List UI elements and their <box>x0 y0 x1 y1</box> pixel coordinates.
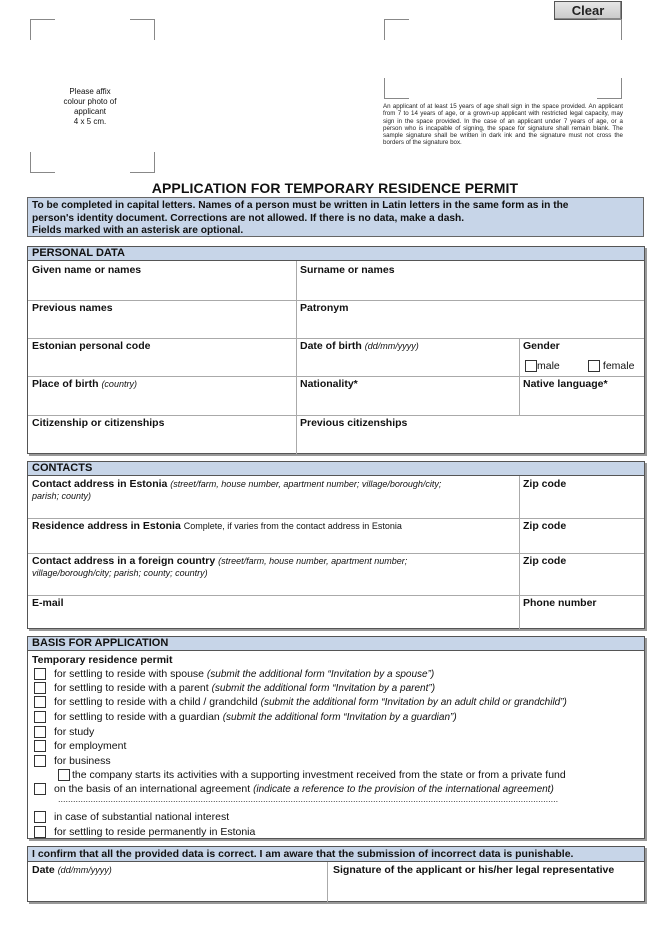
field-label: Zip code <box>523 520 567 532</box>
photo-note-line: colour photo of <box>63 97 117 106</box>
field-label: Citizenship or citizenships <box>32 417 165 429</box>
email-field[interactable] <box>28 595 519 629</box>
option-note: (submit the additional form “Invitation by a parent”) <box>211 683 436 694</box>
option-label: for settling to reside with a parent <box>54 682 209 694</box>
date-field[interactable] <box>28 862 327 902</box>
field-label: Contact address in Estonia <box>32 478 168 490</box>
instructions-box <box>27 197 644 237</box>
basis-option-child[interactable] <box>34 695 567 709</box>
field-hint: (street/farm, house number, apartment number; <box>218 556 408 566</box>
option-checkbox[interactable] <box>34 755 46 767</box>
temporary-residence-subheading: Temporary residence permit <box>32 654 173 666</box>
basis-option-national-interest[interactable] <box>34 810 229 824</box>
form-title: APPLICATION FOR TEMPORARY RESIDENCE PERMIT <box>151 180 519 196</box>
instruction-line: Fields marked with an asterisk are optional. <box>32 225 244 236</box>
basis-option-parent[interactable] <box>34 681 435 695</box>
field-label: Surname or names <box>300 264 395 276</box>
signature-crop-mark <box>384 78 409 99</box>
option-label: for study <box>54 726 95 738</box>
field-label: Contact address in a foreign country <box>32 555 216 567</box>
option-label: for settling to reside with spouse <box>54 668 204 680</box>
citizenship-field[interactable] <box>28 415 296 453</box>
option-checkbox[interactable] <box>34 740 46 752</box>
field-label: Date of birth <box>300 340 362 352</box>
field-label: Date <box>32 864 55 876</box>
option-label: for employment <box>54 740 127 752</box>
basis-section <box>27 636 645 839</box>
female-checkbox[interactable] <box>588 360 600 372</box>
field-label: Patronym <box>300 302 349 314</box>
option-label: in case of substantial national interest <box>54 811 230 823</box>
male-checkbox[interactable] <box>525 360 537 372</box>
section-heading: PERSONAL DATA <box>28 247 644 261</box>
instruction-line: To be completed in capital letters. Names of a person must be written in Latin letters in the same form as in the <box>32 200 569 211</box>
signature-field[interactable] <box>327 862 644 902</box>
option-checkbox[interactable] <box>34 696 46 708</box>
option-label: for settling to reside with a guardian <box>54 711 220 723</box>
native-language-field[interactable] <box>519 376 644 415</box>
personal-data-section <box>27 246 645 454</box>
basis-option-spouse[interactable] <box>34 667 434 681</box>
field-hint: village/borough/city; parish; county; country) <box>32 568 208 578</box>
photo-note-line: applicant <box>73 107 107 116</box>
field-label: Signature of the applicant or his/her legal representative <box>333 864 615 876</box>
phone-number-field[interactable] <box>519 595 644 629</box>
residence-address-field[interactable] <box>28 518 519 553</box>
field-label: Phone number <box>523 597 597 609</box>
field-label: Nationality* <box>300 378 358 390</box>
field-hint: (country) <box>101 379 137 389</box>
male-label: male <box>537 360 560 372</box>
option-checkbox[interactable] <box>34 826 46 838</box>
field-hint: Complete, if varies from the contact address in Estonia <box>183 521 402 531</box>
zip-code-field[interactable] <box>519 476 644 518</box>
field-hint: parish; county) <box>32 491 92 501</box>
basis-option-guardian[interactable] <box>34 710 457 724</box>
option-checkbox[interactable] <box>34 783 46 795</box>
field-hint: (dd/mm/yyyy) <box>57 865 112 875</box>
field-label: Gender <box>523 340 560 352</box>
basis-option-employment[interactable] <box>34 739 126 753</box>
section-heading: BASIS FOR APPLICATION <box>28 637 644 651</box>
previous-citizenships-field[interactable] <box>296 415 644 453</box>
field-label: Zip code <box>523 478 567 490</box>
basis-option-study[interactable] <box>34 725 94 739</box>
photo-crop-mark <box>30 152 55 173</box>
given-name-field[interactable] <box>28 262 296 300</box>
option-checkbox[interactable] <box>58 769 70 781</box>
option-checkbox[interactable] <box>34 726 46 738</box>
option-note: (submit the additional form “Invitation by an adult child or grandchild”) <box>260 697 567 708</box>
instruction-line: person's identity document. Corrections are not allowed. If there is no data, make a dash. <box>32 212 465 224</box>
agreement-reference-line[interactable]: ........................................................................................................................................................................................................ <box>58 794 559 804</box>
option-note: (submit the additional form “Invitation by a spouse”) <box>206 669 435 680</box>
photo-note-line: 4 x 5 cm. <box>73 117 107 126</box>
field-hint: (dd/mm/yyyy) <box>364 341 419 351</box>
basis-option-business[interactable] <box>34 754 111 768</box>
contact-address-estonia-field[interactable] <box>28 476 519 518</box>
field-label: Estonian personal code <box>32 340 151 352</box>
date-of-birth-field[interactable] <box>296 338 519 376</box>
field-label: Place of birth <box>32 378 99 390</box>
photo-crop-mark <box>130 19 155 40</box>
confirmation-statement: I confirm that all the provided data is correct. I am aware that the submission of incorrect data is punishable. <box>28 847 644 862</box>
option-note: (indicate a reference to the provision of the international agreement) <box>253 784 554 795</box>
option-label: for settling to reside with a child / grandchild <box>54 696 258 708</box>
clear-button[interactable]: Clear <box>554 1 622 20</box>
place-of-birth-field[interactable] <box>28 376 296 415</box>
field-label: Given name or names <box>32 264 142 276</box>
gender-male-option[interactable] <box>525 360 560 372</box>
photo-instructions <box>50 87 130 127</box>
basis-option-permanent[interactable] <box>34 825 255 839</box>
option-label: for settling to reside permanently in Estonia <box>54 826 256 838</box>
field-hint: (street/farm, house number, apartment number; village/borough/city; <box>170 479 442 489</box>
option-checkbox[interactable] <box>34 711 46 723</box>
photo-note-line: Please affix <box>69 87 111 96</box>
female-label: female <box>602 360 635 372</box>
signature-crop-mark <box>597 78 622 99</box>
option-note: (submit the additional form “Invitation by a guardian”) <box>222 712 457 723</box>
nationality-field[interactable] <box>296 376 519 415</box>
photo-crop-mark <box>130 152 155 173</box>
field-label: Residence address in Estonia <box>32 520 181 532</box>
signature-instructions: An applicant of at least 15 years of age shall sign in the space provided. An applicant from 7 to 14 years of age, or a grown-up applicant with restricted legal capacity, may sign in the space provided. In the case of an applicant under 7 years of age, or a person who is incapable of signing, the space for signature shall remain blank. The sample signature shall be written in dark ink and the signature must not cross the borders of the signature box. <box>383 103 623 147</box>
field-label: Previous citizenships <box>300 417 408 429</box>
option-checkbox[interactable] <box>34 811 46 823</box>
gender-female-option[interactable] <box>588 360 634 372</box>
option-checkbox[interactable] <box>34 668 46 680</box>
section-heading: CONTACTS <box>28 462 644 476</box>
confirmation-section <box>27 846 645 902</box>
personal-code-field[interactable] <box>28 338 296 376</box>
foreign-address-field[interactable] <box>28 553 519 595</box>
field-label: Zip code <box>523 555 567 567</box>
basis-option-business-investment[interactable] <box>58 768 566 782</box>
photo-crop-mark <box>30 19 55 40</box>
patronym-field[interactable] <box>296 300 644 338</box>
option-label: on the basis of an international agreement <box>54 783 251 795</box>
previous-names-field[interactable] <box>28 300 296 338</box>
option-label: for business <box>54 755 111 767</box>
surname-field[interactable] <box>296 262 644 300</box>
signature-crop-mark <box>384 19 409 40</box>
zip-code-field[interactable] <box>519 553 644 595</box>
zip-code-field[interactable] <box>519 518 644 553</box>
option-checkbox[interactable] <box>34 682 46 694</box>
field-label: E-mail <box>32 597 64 609</box>
field-label: Previous names <box>32 302 113 314</box>
field-label: Native language* <box>523 378 608 390</box>
contacts-section <box>27 461 645 629</box>
option-label: the company starts its activities with a supporting investment received from the state or from a private fund <box>72 769 566 781</box>
signature-crop-mark <box>597 19 622 40</box>
